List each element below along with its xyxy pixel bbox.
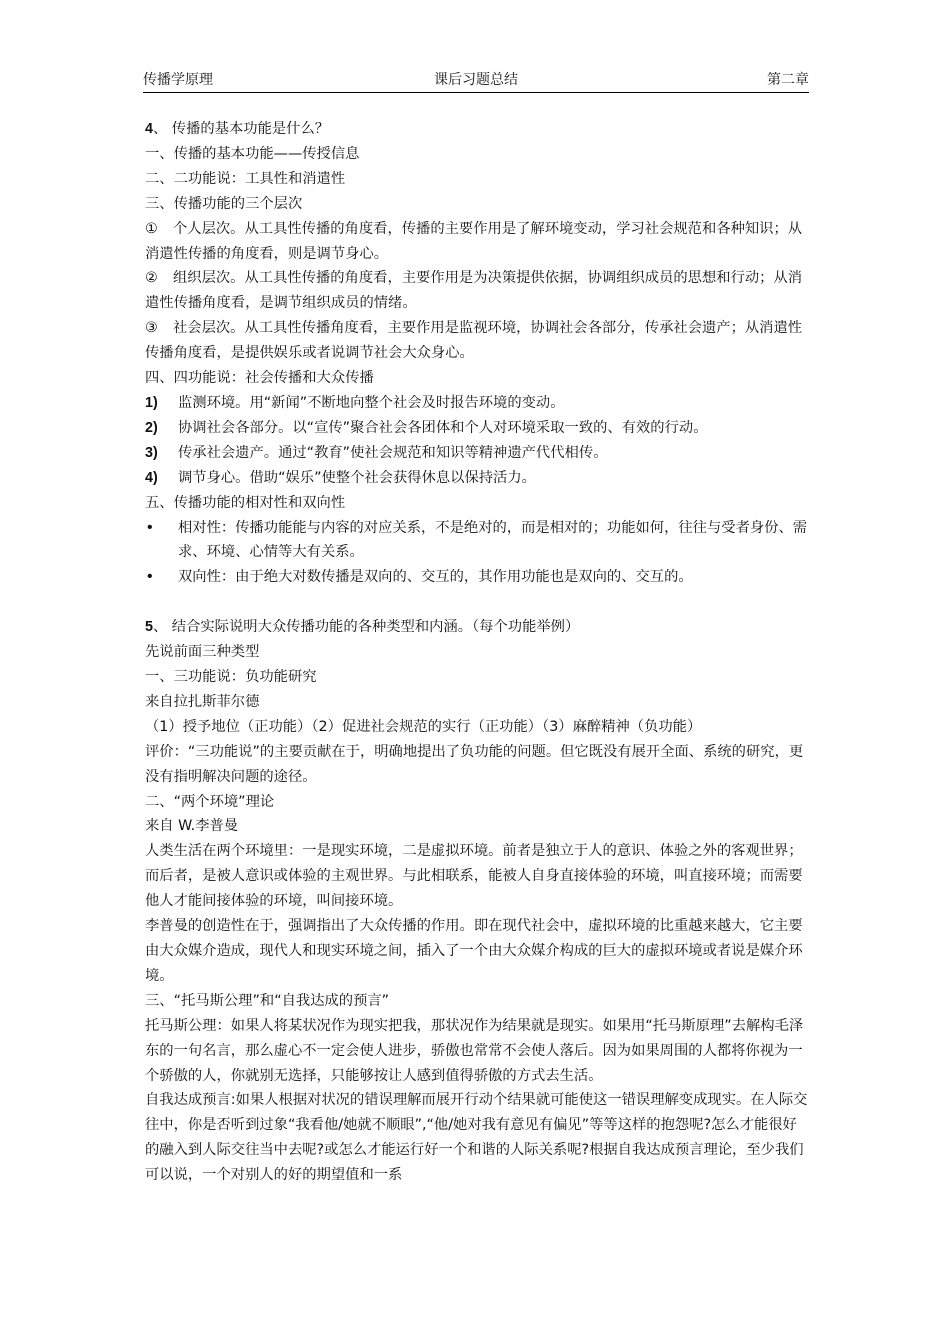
item-text: 相对性：传播功能能与内容的对应关系，不是绝对的，而是相对的；功能如何，往往与受者身份、需求、环境、心情等大有关系。 xyxy=(178,519,808,561)
question-title: 、 结合实际说明大众传播功能的各种类型和内涵。（每个功能举例） xyxy=(152,619,580,636)
header-chapter: 第二章 xyxy=(767,72,809,88)
circled-item-society xyxy=(145,316,810,366)
paragraph: 人类生活在两个环境里：一是现实环境，二是虚拟环境。前者是独立于人的意识、体验之外的客观世界；而后者，是被人意识或体验的主观世界。与此相联系，能被人自身直接体验的环境，叫直接环境；而需要他人才能间接体验的环境，叫间接环境。 xyxy=(145,843,803,910)
paragraph: 来自拉扎斯菲尔德 xyxy=(145,693,260,710)
paragraph: （1）授予地位（正功能）（2）促进社会规范的实行（正功能）（3）麻醉精神（负功能） xyxy=(145,718,702,735)
paragraph: 先说前面三种类型 xyxy=(145,644,260,661)
section-heading: 三、“托马斯公理”和“自我达成的预言” xyxy=(145,992,390,1009)
list-number: 1) xyxy=(145,394,158,411)
item-text: 调节身心。借助“娱乐”使整个社会获得休息以保持活力。 xyxy=(178,469,536,486)
header-doc-title: 课后习题总结 xyxy=(434,72,518,88)
section-heading: 一、三功能说：负功能研究 xyxy=(145,669,317,686)
list-number: 3) xyxy=(145,444,158,461)
header-course-title: 传播学原理 xyxy=(143,72,213,88)
list-number: 4) xyxy=(145,469,158,486)
section-heading: 一、传播的基本功能——传授信息 xyxy=(145,145,360,162)
circled-marker: ① xyxy=(145,220,158,237)
question-4-heading xyxy=(145,117,810,142)
paragraph: 评价：“三功能说”的主要贡献在于，明确地提出了负功能的问题。但它既没有展开全面、系统的研究，更没有指明解决问题的途径。 xyxy=(145,743,804,785)
paragraph: 来自 W.李普曼 xyxy=(145,818,239,835)
item-text: 双向性：由于绝大对数传播是双向的、交互的，其作用功能也是双向的、交互的。 xyxy=(178,569,693,586)
paragraph: 李普曼的创造性在于，强调指出了大众传播的作用。即在现代社会中，虚拟环境的比重越来越大，它主要由大众媒介造成，现代人和现实环境之间，插入了一个由大众媒介构成的巨大的虚拟环境或者说是媒介环境。 xyxy=(145,918,803,984)
paragraph: 托马斯公理：如果人将某状况作为现实把我，那状况作为结果就是现实。如果用“托马斯原理”去解构毛泽东的一句名言，那么虚心不一定会使人进步，骄傲也常常不会使人落后。因为如果周围的人都将你视为一个骄傲的人，你就别无选择，只能够按让人感到值得骄傲的方式去生活。 xyxy=(145,1017,804,1084)
bullet-item xyxy=(145,565,810,590)
page-header xyxy=(143,70,809,92)
blank-line xyxy=(145,590,810,615)
item-text: 协调社会各部分。以“宣传”聚合社会各团体和个人对环境采取一致的、有效的行动。 xyxy=(178,419,708,436)
question-number: 5 xyxy=(145,619,153,636)
circled-item-personal xyxy=(145,217,810,267)
item-text: 传承社会遗产。通过“教育”使社会规范和知识等精神遗产代代相传。 xyxy=(178,444,608,461)
header-divider xyxy=(143,92,809,93)
section-heading: 四、四功能说：社会传播和大众传播 xyxy=(145,370,374,387)
section-heading: 三、传播功能的三个层次 xyxy=(145,195,303,212)
numbered-item xyxy=(145,466,810,491)
numbered-item xyxy=(145,441,810,466)
question-title: 、 传播的基本功能是什么？ xyxy=(152,121,330,137)
list-number: 2) xyxy=(145,419,158,436)
numbered-item xyxy=(145,416,810,441)
item-text: 个人层次。从工具性传播的角度看，传播的主要作用是了解环境变动，学习社会规范和各种知识；从消遣性传播的角度看，则是调节身心。 xyxy=(145,220,803,262)
paragraph: 自我达成预言:如果人根据对状况的错误理解而展开行动个结果就可能使这一错误理解变成现实。在人际交往中，你是否听到过象“我看他/她就不顺眼”,“他/她对我有意见有偏见”等等这样的抱怨呢?怎么才能很好的融入到人际交往当中去呢?或怎么才能运行好一个和谐的人际关系呢?根据自我达成预言理论，至少我们可以说，一个对别人的好的期望值和一系 xyxy=(145,1092,808,1184)
numbered-item xyxy=(145,391,810,416)
item-text: 组织层次。从工具性传播的角度看，主要作用是为决策提供依据，协调组织成员的思想和行动；从消遣性传播角度看，是调节组织成员的情绪。 xyxy=(145,270,803,312)
section-heading: 二、“两个环境”理论 xyxy=(145,793,275,810)
item-text: 社会层次。从工具性传播角度看，主要作用是监视环境，协调社会各部分，传承社会遗产；从消遣性传播角度看，是提供娱乐或者说调节社会大众身心。 xyxy=(145,320,803,362)
bullet-marker: • xyxy=(147,518,153,536)
bullet-item xyxy=(145,516,810,566)
circled-marker: ② xyxy=(145,270,158,287)
circled-marker: ③ xyxy=(145,320,158,337)
circled-item-organization xyxy=(145,266,810,316)
item-text: 监测环境。用“新闻”不断地向整个社会及时报告环境的变动。 xyxy=(178,394,565,411)
section-heading: 五、传播功能的相对性和双向性 xyxy=(145,494,346,511)
question-number: 4 xyxy=(145,121,153,137)
question-5-heading xyxy=(145,615,810,640)
bullet-marker: • xyxy=(147,568,153,586)
section-heading: 二、二功能说：工具性和消遣性 xyxy=(145,170,346,187)
document-body xyxy=(145,117,810,1188)
